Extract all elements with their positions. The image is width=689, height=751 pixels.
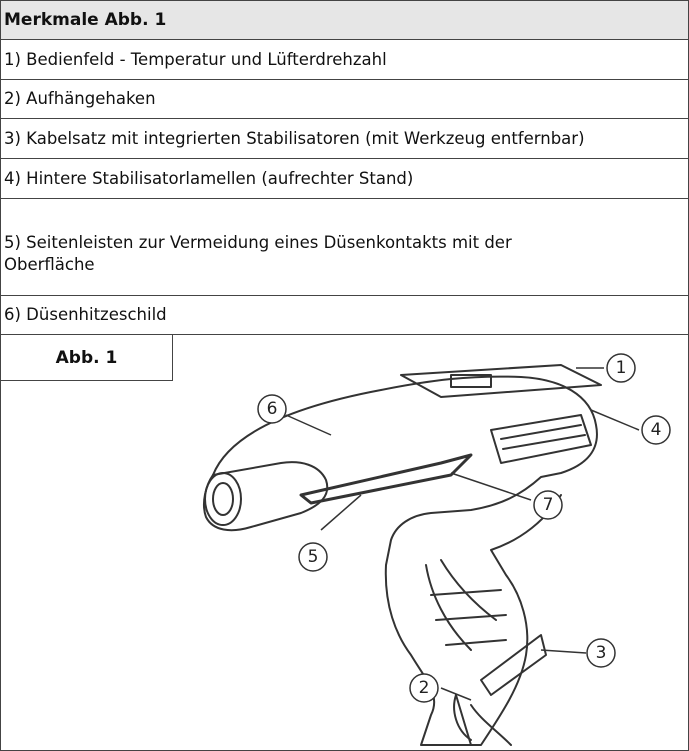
table-title: Merkmale Abb. 1 bbox=[4, 10, 167, 30]
feature-text: 1) Bedienfeld - Temperatur und Lüfterdrehzahl bbox=[4, 49, 387, 69]
callout-label-1: 1 bbox=[615, 358, 627, 378]
feature-row-2 bbox=[1, 80, 688, 119]
handle-grip bbox=[426, 560, 506, 650]
feature-row-1 bbox=[1, 40, 688, 80]
feature-row-5 bbox=[1, 199, 688, 296]
callout-label-4: 4 bbox=[650, 420, 662, 440]
feature-row-6 bbox=[1, 296, 688, 335]
feature-text bbox=[4, 232, 512, 276]
feature-text-line-1: 5) Seitenleisten zur Vermeidung eines Düsenkontakts mit der bbox=[4, 233, 512, 252]
feature-text: 6) Düsenhitzeschild bbox=[4, 305, 167, 324]
nozzle-opening bbox=[205, 473, 241, 525]
callout-label-5: 5 bbox=[307, 547, 319, 567]
cable bbox=[456, 635, 546, 745]
feature-row-4 bbox=[1, 159, 688, 199]
feature-text: 4) Hintere Stabilisatorlamellen (aufrechter Stand) bbox=[4, 168, 414, 188]
table-header bbox=[1, 1, 688, 40]
feature-row-3 bbox=[1, 119, 688, 159]
callout-label-7: 7 bbox=[542, 495, 554, 515]
feature-text-line-2: Oberfläche bbox=[4, 255, 95, 274]
callout-label-2: 2 bbox=[418, 678, 430, 698]
figure-label: Abb. 1 bbox=[1, 335, 173, 381]
callout-label-6: 6 bbox=[266, 399, 278, 419]
heat-gun-illustration bbox=[1, 335, 688, 750]
callout-label-3: 3 bbox=[595, 643, 607, 663]
feature-text: 3) Kabelsatz mit integrierten Stabilisatoren (mit Werkzeug entfernbar) bbox=[4, 128, 585, 148]
feature-text: 2) Aufhängehaken bbox=[4, 89, 156, 108]
